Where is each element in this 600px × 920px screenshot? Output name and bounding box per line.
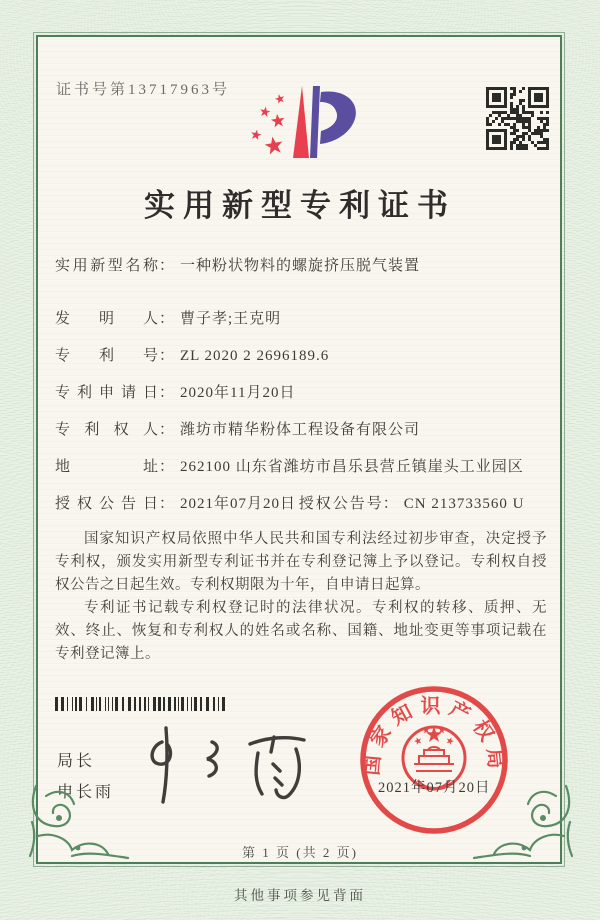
field-value: 262100 山东省潍坊市昌乐县营丘镇崖头工业园区 [180,459,524,475]
signature [132,722,332,810]
field-label: 授权公告号 [298,496,383,512]
certificate-title: 实用新型专利证书 [144,188,456,223]
field-colon: ： [159,422,175,438]
seal-date: 2021年07月20日 [378,780,491,796]
field-colon: ： [159,258,175,274]
seal-ring-text: 国家知识产权局 [361,695,507,777]
field-label: 专利申请日 [55,385,159,401]
field-value: 2020年11月20日 [180,385,296,401]
barcode [55,697,225,711]
legal-text [55,528,547,666]
field-value: ZL 2020 2 2696189.6 [180,348,330,364]
field-colon: ： [382,496,398,512]
field-colon: ： [159,459,175,475]
paragraph-2: 专利证书记载专利权登记时的法律状况。专利权的转移、质押、无效、终止、恢复和专利权人的姓名或名称、国籍、地址变更等事项记载在专利登记簿上。 [55,600,547,662]
paragraph-1: 国家知识产权局依照中华人民共和国专利法经过初步审查，决定授予专利权，颁发实用新型专利证书并在专利登记簿上予以登记。专利权自授权公告之日起生效。专利权期限为十年，自申请日起算。 [55,531,547,593]
corner-flourish-right-icon [472,778,576,870]
corner-flourish-left-icon [26,778,130,870]
certificate-number: 证书号第13717963号 [56,82,231,98]
field-value: 一种粉状物料的螺旋挤压脱气装置 [180,258,421,274]
field-label: 发明人 [55,311,159,327]
field-row-filing-date [55,382,555,404]
field-colon: ： [159,311,175,327]
field-label: 授权公告日 [55,496,159,512]
field-row-address [55,456,555,478]
field-label: 地址 [55,459,159,475]
field-row-patent-no [55,345,555,367]
field-label: 专利号 [55,348,159,364]
field-row-name [55,255,555,277]
field-value: 潍坊市精华粉体工程设备有限公司 [180,422,421,438]
grant-no-pair [299,496,525,512]
field-colon: ： [159,496,175,512]
field-colon: ： [159,348,175,364]
field-value: 2021年07月20日 [180,496,297,512]
field-row-grant [55,493,555,515]
field-value: CN 213733560 U [403,496,525,512]
field-label: 实用新型名称 [55,258,159,274]
page-number: 第 1 页 (共 2 页) [242,845,358,860]
qr-code [486,87,549,150]
grant-date-pair [55,493,295,515]
field-value: 曹子孝;王克明 [180,311,282,327]
back-note: 其他事项参见背面 [234,888,366,903]
field-row-patentee [55,419,555,441]
field-colon: ： [159,385,175,401]
field-list [55,255,555,530]
officer-title: 局长 [57,753,96,770]
field-label: 专利权人 [55,422,159,438]
field-row-inventor [55,308,555,330]
cnipa-logo-icon [232,82,368,170]
officer-name: 申长雨 [57,784,115,801]
